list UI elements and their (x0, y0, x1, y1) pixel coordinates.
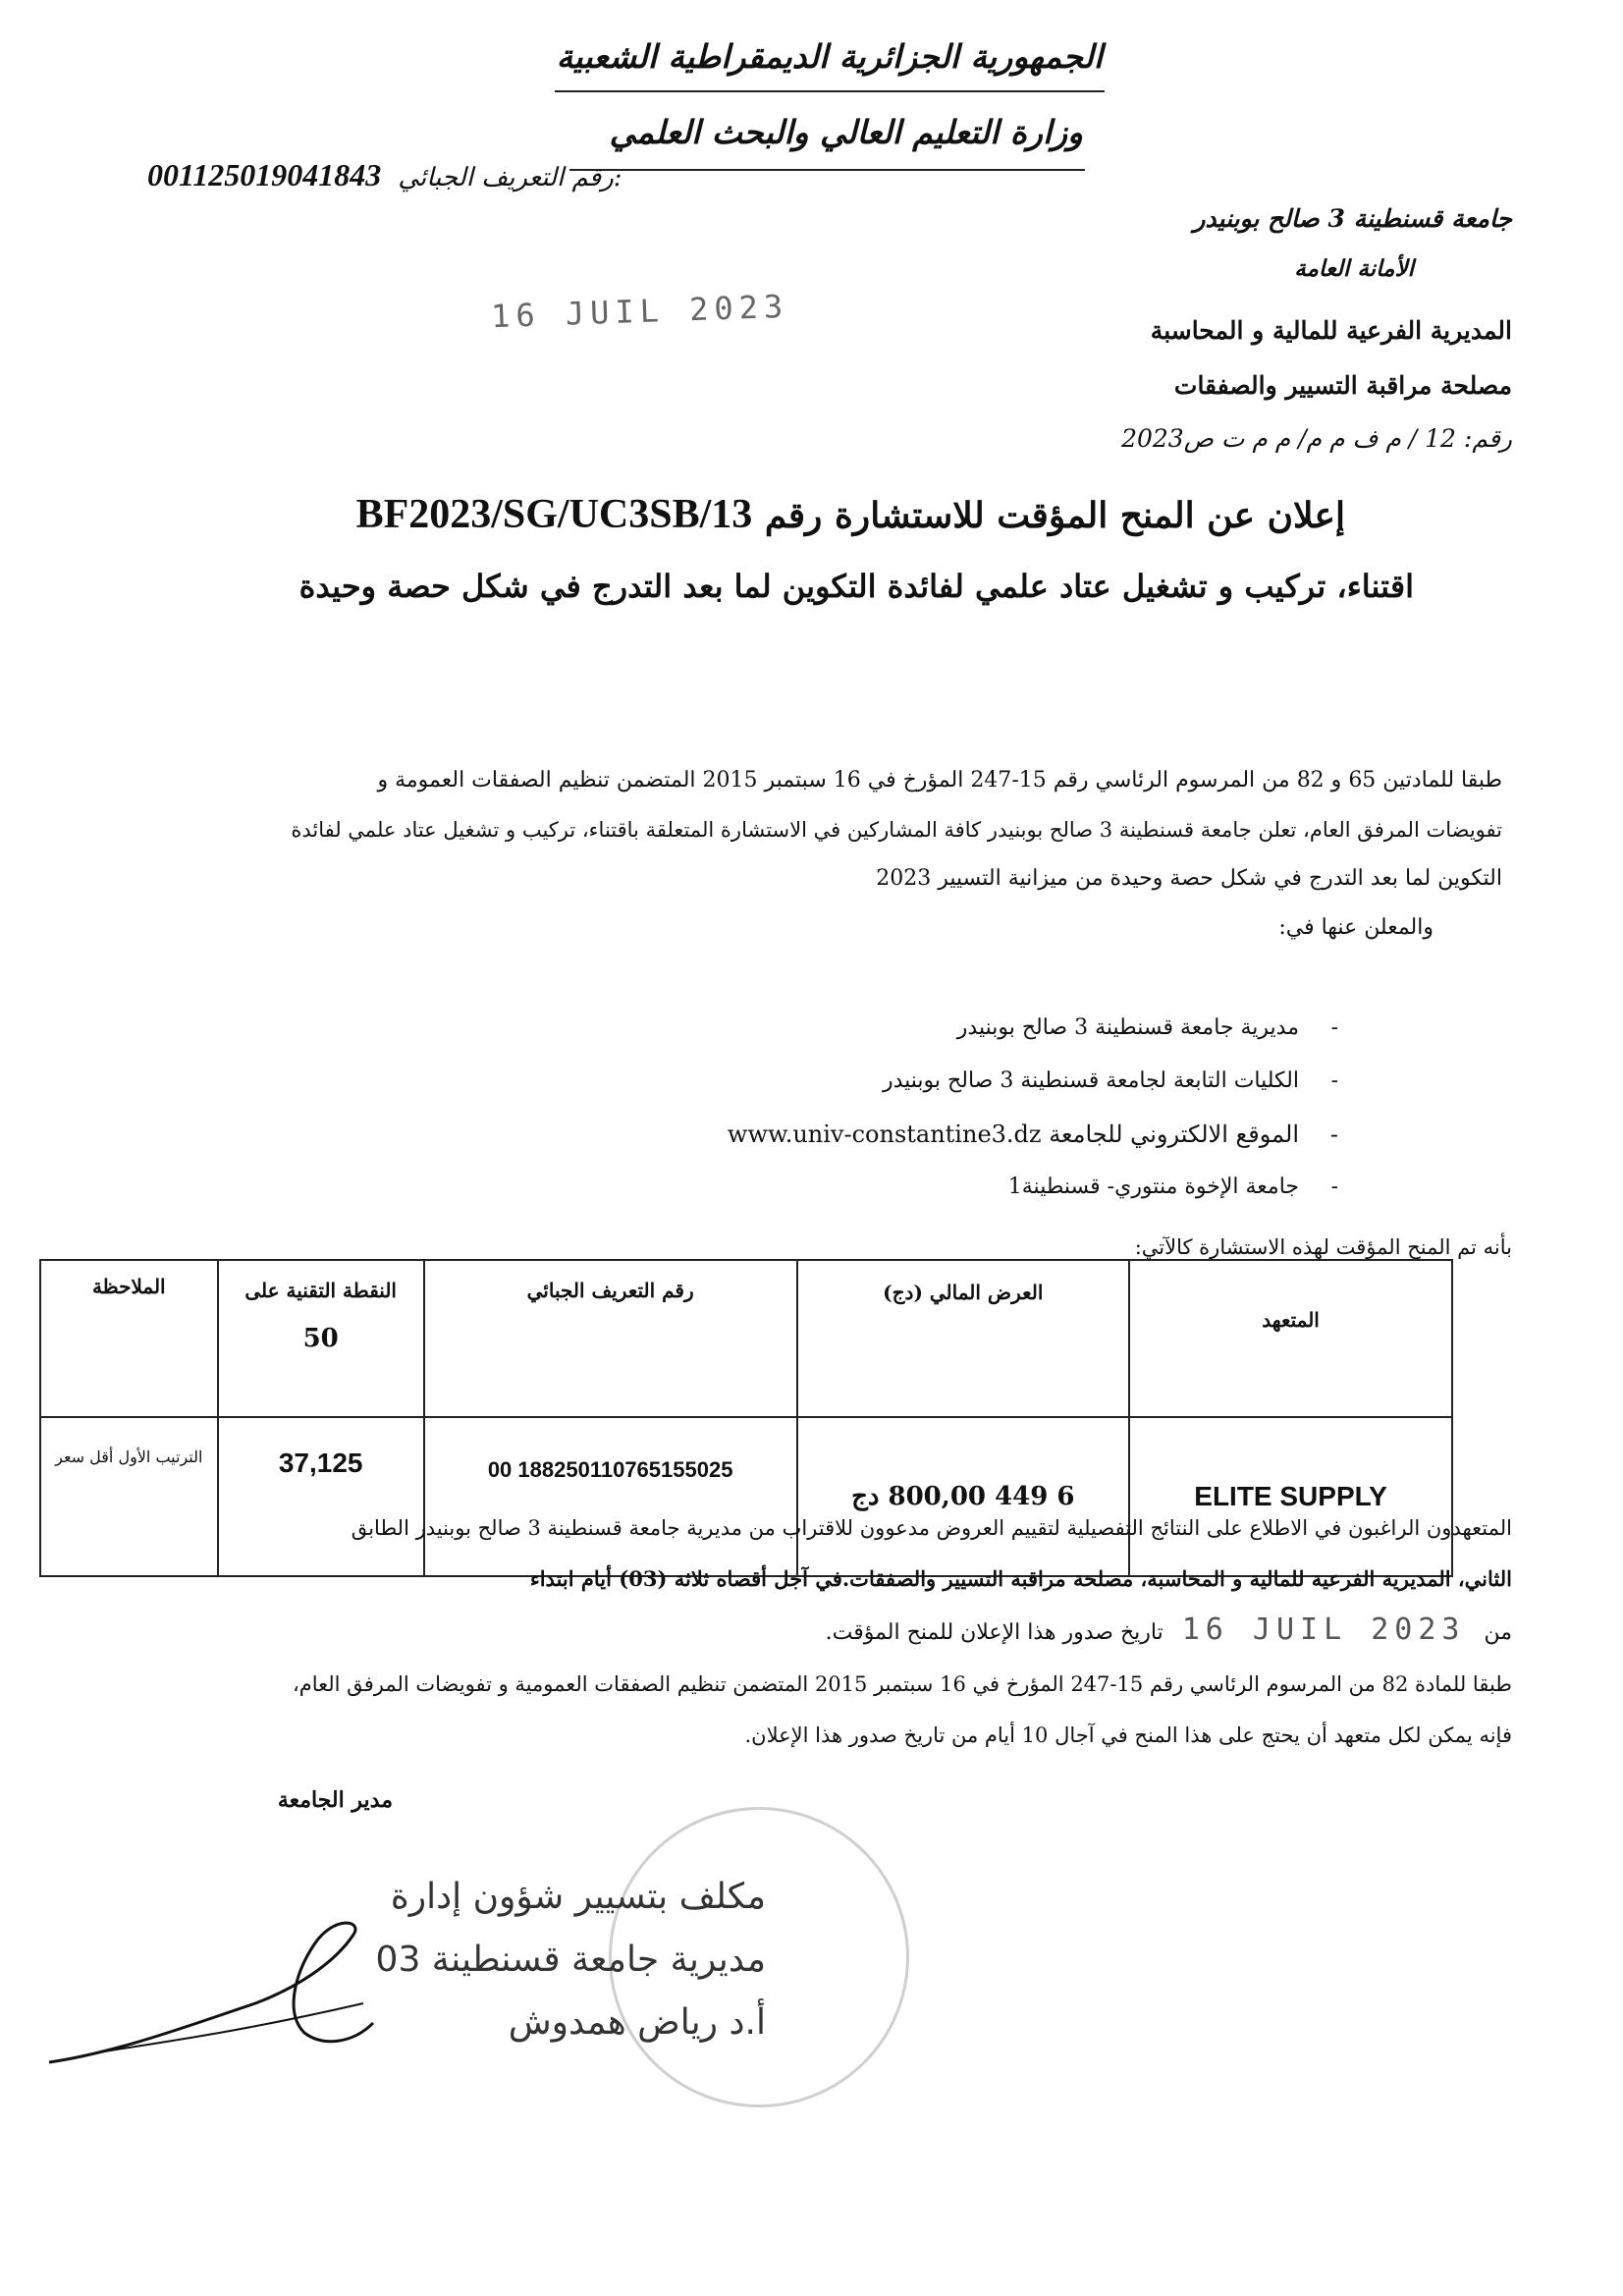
header-fiscal: رقم التعريف الجبائي (424, 1260, 797, 1417)
date-stamp: 16 JUIL 2023 (490, 287, 789, 336)
cell-offer: 6 449 800,00 دج (797, 1417, 1130, 1576)
after-paragraph (79, 1503, 1512, 1761)
issuer-subdirectorate: المديرية الفرعية للمالية و المحاسبة (1150, 316, 1512, 345)
issuer-service: مصلحة مراقبة التسيير والصفقات (1173, 371, 1512, 400)
intro-line-3: التكوين لما بعد التدرج في شكل حصة وحيدة من ميزانية التسيير 2023 (876, 866, 1502, 891)
signature-scribble (39, 1905, 393, 2082)
cell-score: 37,125 (218, 1417, 424, 1576)
republic-underline (555, 90, 1105, 92)
intro-paragraph (88, 756, 1502, 953)
location-item: - جامعة الإخوة منتوري- قسنطينة1 (455, 1161, 1338, 1214)
fiscal-id-value: 001125019041843 (147, 157, 382, 192)
cell-note: الترتيب الأول أقل سعر (40, 1417, 218, 1576)
location-item: - مديرية جامعة قسنطينة 3 صالح بوبنيدر (455, 1002, 1338, 1055)
header-bidder: المتعهد (1129, 1260, 1452, 1417)
header-score-label: النقطة التقنية على (244, 1279, 397, 1302)
announcement-title (265, 491, 1345, 538)
signature-title: مدير الجامعة (277, 1787, 393, 1813)
stamp-line-2: مديرية جامعة قسنطينة 03 (375, 1940, 766, 1980)
after-line-2: الثاني، المديرية الفرعية للمالية و المحاسبة، مصلحة مراقبة التسيير والصفقات.في آجل أقصاه ثلاثة (03) أيام ابتداء (529, 1566, 1512, 1591)
header-offer: العرض المالي (دج) (797, 1260, 1130, 1417)
consultation-code: BF2023/SG/UC3SB/13 (355, 492, 753, 537)
announcement-subtitle: اقتناء، تركيب و تشغيل عتاد علمي لفائدة التكوين لما بعد التدرج في شكل حصة وحيدة (298, 568, 1414, 605)
republic-heading: الجمهورية الجزائرية الديمقراطية الشعبية (556, 37, 1103, 76)
intro-line-4: والمعلن عنها في: (1278, 915, 1434, 940)
location-item: - الموقع الالكتروني للجامعة www.univ-constantine3.dz (455, 1108, 1338, 1161)
issuer-reference: رقم: 12 / م ف م م/ م م ت ص2023 (1121, 424, 1512, 453)
fiscal-id-label: رقم التعريف الجبائي: (398, 163, 622, 192)
location-item: - الكليات التابعة لجامعة قسنطينة 3 صالح بوبنيدر (455, 1055, 1338, 1108)
header-score (218, 1260, 424, 1417)
issuer-university: جامعة قسنطينة 3 صالح بوبنيدر (1193, 204, 1512, 233)
ministry-heading: وزارة التعليم العالي والبحث العلمي (609, 113, 1083, 151)
cell-fiscal: 188250110765155025 00 (424, 1417, 797, 1576)
after-line-3-suffix: تاريخ صدور هذا الإعلان للمنح المؤقت. (825, 1620, 1163, 1645)
header-note: الملاحظة (40, 1260, 218, 1417)
header-score-max: 50 (302, 1324, 339, 1353)
cell-bidder: ELITE SUPPLY (1129, 1417, 1452, 1576)
after-line-5: فإنه يمكن لكل متعهد أن يحتج على هذا المنح في آجال 10 أيام من تاريخ صدور هذا الإعلان. (744, 1723, 1512, 1747)
after-date-stamp: 16 JUIL 2023 (1181, 1613, 1466, 1647)
issuer-secretariat: الأمانة العامة (1294, 255, 1414, 282)
intro-line-2: تفويضات المرفق العام، تعلن جامعة قسنطينة 3 صالح بوبنيدر كافة المشاركين في الاستشارة المتعلقة باقتناء، تركيب و تشغيل عتاد علمي لفائدة (291, 818, 1502, 842)
stamp-line-1: مكلف بتسيير شؤون إدارة (390, 1877, 766, 1917)
title-text: إعلان عن المنح المؤقت للاستشارة رقم (764, 495, 1345, 536)
locations-list (455, 1002, 1338, 1214)
after-line-4: طبقا للمادة 82 من المرسوم الرئاسي رقم 15-247 المؤرخ في 16 سبتمبر 2015 المتضمن تنظيم الصفقات العمومية و تفويضات المرفق العام، (292, 1672, 1512, 1696)
after-line-3 (79, 1605, 1512, 1659)
intro-line-1: طبقا للمادتين 65 و 82 من المرسوم الرئاسي رقم 15-247 المؤرخ في 16 سبتمبر 2015 المتضمن تنظيم الصفقات العمومة و (377, 768, 1502, 793)
after-line-1: المتعهدون الراغبون في الاطلاع على النتائج التفصيلية لتقييم العروض مدعوون للاقتراب من مديرية جامعة قسنطينة 3 صالح بوبنيدر الطابق (351, 1516, 1512, 1540)
stamp-line-3: أ.د رياض همدوش (508, 2002, 766, 2043)
after-line-3-prefix: من (1484, 1620, 1512, 1645)
table-intro: بأنه تم المنح المؤقت لهذه الاستشارة كالآتي: (1134, 1235, 1512, 1259)
fiscal-id (147, 157, 736, 193)
table-header-row (40, 1260, 1452, 1417)
